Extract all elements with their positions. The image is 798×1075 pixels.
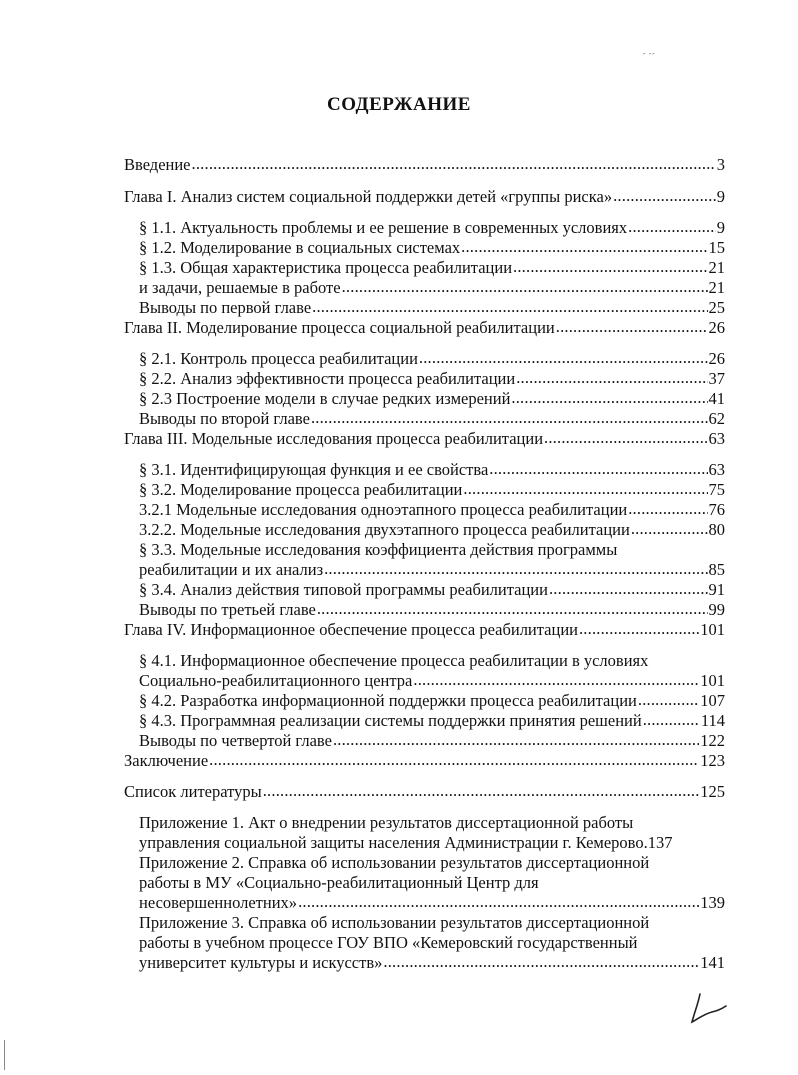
toc-page-number: 141 bbox=[700, 953, 725, 972]
toc-entry-appendix-2: Приложение 2. Справка об использовании результатов диссертационной bbox=[139, 853, 650, 872]
leader-dots bbox=[192, 155, 716, 175]
toc-entry-section-4-1-cont bbox=[139, 671, 725, 691]
leader-dots bbox=[579, 620, 699, 640]
toc-entry-text: § 2.1. Контроль процесса реабилитации bbox=[139, 349, 418, 368]
leader-dots bbox=[317, 600, 708, 620]
toc-entry-conclusion bbox=[124, 751, 725, 771]
toc-entry-appendix-1: Приложение 1. Акт о внедрении результатов диссертационной работы bbox=[139, 813, 634, 832]
toc-page-number: 99 bbox=[708, 600, 725, 619]
toc-entry-appendix-3-end bbox=[139, 953, 725, 973]
toc-entry-text: § 3.1. Идентифицирующая функция и ее свойства bbox=[139, 460, 489, 479]
toc-entry-text: несовершеннолетних» bbox=[139, 893, 298, 912]
toc-page-number: 21 bbox=[708, 258, 725, 277]
toc-entry-text: университет культуры и искусств» bbox=[139, 953, 383, 972]
toc-page-number: 101 bbox=[700, 671, 725, 690]
toc-entry-text: управления социальной защиты населения Администрации г. Кемерово. bbox=[139, 833, 648, 852]
toc-entry-text: § 1.3. Общая характеристика процесса реабилитации bbox=[139, 258, 513, 277]
toc-entry-section-2-3 bbox=[139, 389, 725, 409]
toc-page-number: 37 bbox=[708, 369, 725, 388]
toc-page-number: 91 bbox=[708, 580, 725, 599]
toc-entry-text: § 4.2. Разработка информационной поддержки процесса реабилитации bbox=[139, 691, 637, 710]
leader-dots bbox=[209, 751, 699, 771]
toc-entry-conclusions-4 bbox=[139, 731, 725, 751]
toc-page-number: 63 bbox=[708, 429, 725, 448]
toc-entry-section-4-1: § 4.1. Информационное обеспечение процесса реабилитации в условиях bbox=[139, 651, 649, 670]
leader-dots bbox=[342, 278, 708, 298]
toc-entry-text: Выводы по второй главе bbox=[139, 409, 310, 428]
toc-entry-text: 3.2.2. Модельные исследования двухэтапного процесса реабилитации bbox=[139, 520, 630, 539]
toc-entry-section-3-2 bbox=[139, 480, 725, 500]
leader-dots bbox=[628, 218, 716, 238]
toc-page-number: 101 bbox=[700, 620, 725, 639]
toc-entry-text: Список литературы bbox=[124, 782, 262, 801]
toc-page-number: 107 bbox=[700, 691, 725, 710]
toc-page-number: 85 bbox=[708, 560, 725, 579]
signature-mark bbox=[686, 990, 736, 1030]
leader-dots bbox=[419, 349, 708, 369]
toc-entry-appendix-2-end bbox=[139, 893, 725, 913]
toc-entry-appendix-2-cont: работы в МУ «Социально-реабилитационный Центр для bbox=[139, 873, 539, 892]
toc-entry-section-3-1 bbox=[139, 460, 725, 480]
toc-entry-text: реабилитации и их анализ bbox=[139, 560, 324, 579]
toc-entry-section-4-3 bbox=[139, 711, 725, 731]
leader-dots bbox=[516, 369, 707, 389]
toc-entry-appendix-3: Приложение 3. Справка об использовании результатов диссертационной bbox=[139, 913, 650, 932]
toc-page-number: 122 bbox=[700, 731, 725, 750]
toc-entry-text: Выводы по первой главе bbox=[139, 298, 312, 317]
toc-entry-chapter-4 bbox=[124, 620, 725, 640]
toc-page-number: 15 bbox=[708, 238, 725, 257]
toc-page-number: 80 bbox=[708, 520, 725, 539]
toc-page-number: 63 bbox=[708, 460, 725, 479]
leader-dots bbox=[312, 298, 707, 318]
toc-page-number: 125 bbox=[700, 782, 725, 801]
toc-page-number: 21 bbox=[708, 278, 725, 297]
toc-page-number: 62 bbox=[708, 409, 725, 428]
toc-entry-text: Заключение bbox=[124, 751, 209, 770]
leader-dots bbox=[638, 691, 699, 711]
toc-entry-text: § 1.1. Актуальность проблемы и ее решение в современных условиях bbox=[139, 218, 628, 237]
leader-dots bbox=[631, 520, 708, 540]
leader-dots bbox=[513, 258, 707, 278]
toc-page-number: 25 bbox=[708, 298, 725, 317]
scan-edge-line bbox=[4, 1040, 5, 1070]
leader-dots bbox=[613, 187, 716, 207]
toc-entry-section-1-3 bbox=[139, 258, 725, 278]
toc-page-number: 114 bbox=[700, 711, 725, 730]
toc-entry-text: § 2.3 Построение модели в случае редких измерений bbox=[139, 389, 511, 408]
toc-entry-text: Выводы по третьей главе bbox=[139, 600, 316, 619]
toc-entry-section-3-3: § 3.3. Модельные исследования коэффициента действия программы bbox=[139, 540, 618, 559]
leader-dots bbox=[511, 389, 707, 409]
toc-entry-text: § 2.2. Анализ эффективности процесса реабилитации bbox=[139, 369, 516, 388]
toc-entry-section-1-3-cont bbox=[139, 278, 725, 298]
toc-page-number: 41 bbox=[708, 389, 725, 408]
toc-page-number: 75 bbox=[708, 480, 725, 499]
toc-entry-appendix-3-cont: работы в учебном процессе ГОУ ВПО «Кемеровский государственный bbox=[139, 933, 638, 952]
toc-entry-section-3-4 bbox=[139, 580, 725, 600]
toc-entry-text: Глава II. Моделирование процесса социальной реабилитации bbox=[124, 318, 555, 337]
toc-page-number: 3 bbox=[716, 155, 725, 174]
leader-dots bbox=[549, 580, 708, 600]
toc-entry-text: Глава IV. Информационное обеспечение процесса реабилитации bbox=[124, 620, 578, 639]
toc-page-number: 9 bbox=[716, 187, 725, 206]
leader-dots bbox=[643, 711, 700, 731]
toc-entry-text: Глава III. Модельные исследования процесса реабилитации bbox=[124, 429, 544, 448]
toc-page-number: 26 bbox=[708, 318, 725, 337]
toc-entry-chapter-2 bbox=[124, 318, 725, 338]
toc-entry-chapter-3 bbox=[124, 429, 725, 449]
toc-entry-text: Введение bbox=[124, 155, 191, 174]
toc-entry-section-1-2 bbox=[139, 238, 725, 258]
toc-entry-text: § 4.3. Программная реализации системы поддержки принятия решений bbox=[139, 711, 642, 730]
toc-entry-section-1-1 bbox=[139, 218, 725, 238]
toc-entry-text: Выводы по четвертой главе bbox=[139, 731, 332, 750]
toc-entry-conclusions-1 bbox=[139, 298, 725, 318]
toc-page-number: 9 bbox=[716, 218, 725, 237]
corner-mark: ´ ´´ bbox=[638, 52, 656, 63]
leader-dots bbox=[544, 429, 707, 449]
leader-dots bbox=[461, 238, 707, 258]
toc-entry-bibliography bbox=[124, 782, 725, 802]
leader-dots bbox=[556, 318, 708, 338]
toc-entry-text: и задачи, решаемые в работе bbox=[139, 278, 341, 297]
toc-entry-chapter-1 bbox=[124, 187, 725, 207]
leader-dots bbox=[489, 460, 707, 480]
toc-entry-text: Социально-реабилитационного центра bbox=[139, 671, 413, 690]
toc-entry-section-3-3-cont bbox=[139, 560, 725, 580]
leader-dots bbox=[263, 782, 700, 802]
toc-entry-section-3-2-2 bbox=[139, 520, 725, 540]
toc-entry-section-2-1 bbox=[139, 349, 725, 369]
toc-entry-section-2-2 bbox=[139, 369, 725, 389]
toc-page-number: 139 bbox=[700, 893, 725, 912]
leader-dots bbox=[298, 893, 699, 913]
leader-dots bbox=[324, 560, 707, 580]
leader-dots bbox=[333, 731, 699, 751]
page-title: СОДЕРЖАНИЕ bbox=[327, 94, 471, 115]
toc-entry-text: § 3.4. Анализ действия типовой программы реабилитации bbox=[139, 580, 548, 599]
toc-page-number: 123 bbox=[700, 751, 725, 770]
toc-entry-text: § 1.2. Моделирование в социальных системах bbox=[139, 238, 461, 257]
toc-page-number: 26 bbox=[708, 349, 725, 368]
toc-entry-text: 3.2.1 Модельные исследования одноэтапного процесса реабилитации bbox=[139, 500, 628, 519]
toc-entry-text: Глава I. Анализ систем социальной поддержки детей «группы риска» bbox=[124, 187, 613, 206]
toc-entry-conclusions-2 bbox=[139, 409, 725, 429]
leader-dots bbox=[311, 409, 708, 429]
toc-entry-section-4-2 bbox=[139, 691, 725, 711]
toc-entry-introduction bbox=[124, 155, 725, 175]
toc-page-number: 76 bbox=[708, 500, 725, 519]
toc-entry-appendix-1-cont bbox=[139, 833, 725, 853]
leader-dots bbox=[413, 671, 699, 691]
leader-dots bbox=[463, 480, 707, 500]
leader-dots bbox=[383, 953, 699, 973]
toc-entry-conclusions-3 bbox=[139, 600, 725, 620]
toc-entry-section-3-2-1 bbox=[139, 500, 725, 520]
leader-dots bbox=[628, 500, 707, 520]
toc-page-number: 137 bbox=[647, 833, 673, 852]
toc-entry-text: § 3.2. Моделирование процесса реабилитации bbox=[139, 480, 463, 499]
